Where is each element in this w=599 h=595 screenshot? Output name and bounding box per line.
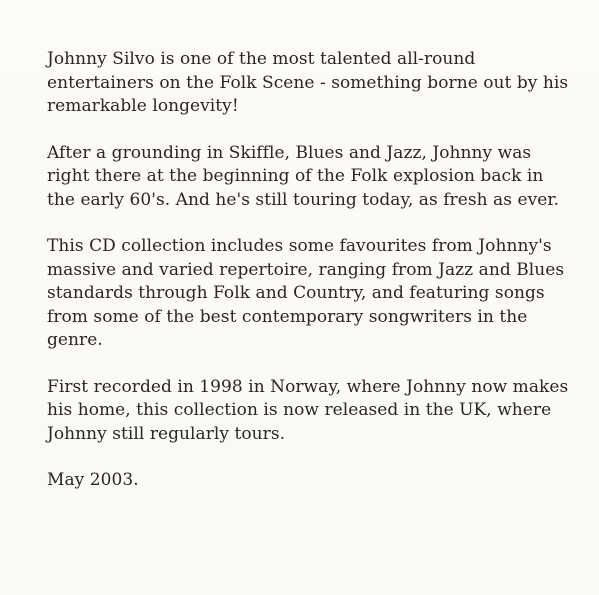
liner-notes-text bbox=[47, 48, 567, 493]
paragraph-collection bbox=[47, 235, 567, 353]
paragraph-background bbox=[47, 142, 567, 213]
text-line: massive and varied repertoire, ranging from Jazz and Blues bbox=[47, 259, 565, 280]
text-line: right there at the beginning of the Folk explosion back in bbox=[47, 166, 544, 186]
text-line: After a grounding in Skiffle, Blues and Jazz, Johnny was bbox=[47, 142, 532, 163]
text-line: Johnny still regularly tours. bbox=[47, 423, 286, 444]
text-line: Johnny Silvo is one of the most talented all-round bbox=[47, 49, 476, 69]
text-line: First recorded in 1998 in Norway, where Johnny now makes bbox=[47, 376, 569, 397]
text-line: his home, this collection is now released in the UK, where bbox=[47, 400, 552, 420]
text-line: from some of the best contemporary songwriters in the bbox=[47, 306, 528, 327]
text-line: standards through Folk and Country, and featuring songs bbox=[47, 283, 545, 303]
date-line: May 2003. bbox=[47, 470, 139, 490]
text-line: entertainers on the Folk Scene - something borne out by his bbox=[47, 72, 569, 93]
text-line: genre. bbox=[47, 330, 103, 350]
text-line: remarkable longevity! bbox=[47, 96, 239, 116]
paragraph-intro bbox=[47, 48, 567, 119]
text-line: This CD collection includes some favourites from Johnny's bbox=[47, 236, 552, 256]
text-line: the early 60's. And he's still touring today, as fresh as ever. bbox=[47, 189, 560, 210]
paragraph-recording bbox=[47, 376, 567, 447]
